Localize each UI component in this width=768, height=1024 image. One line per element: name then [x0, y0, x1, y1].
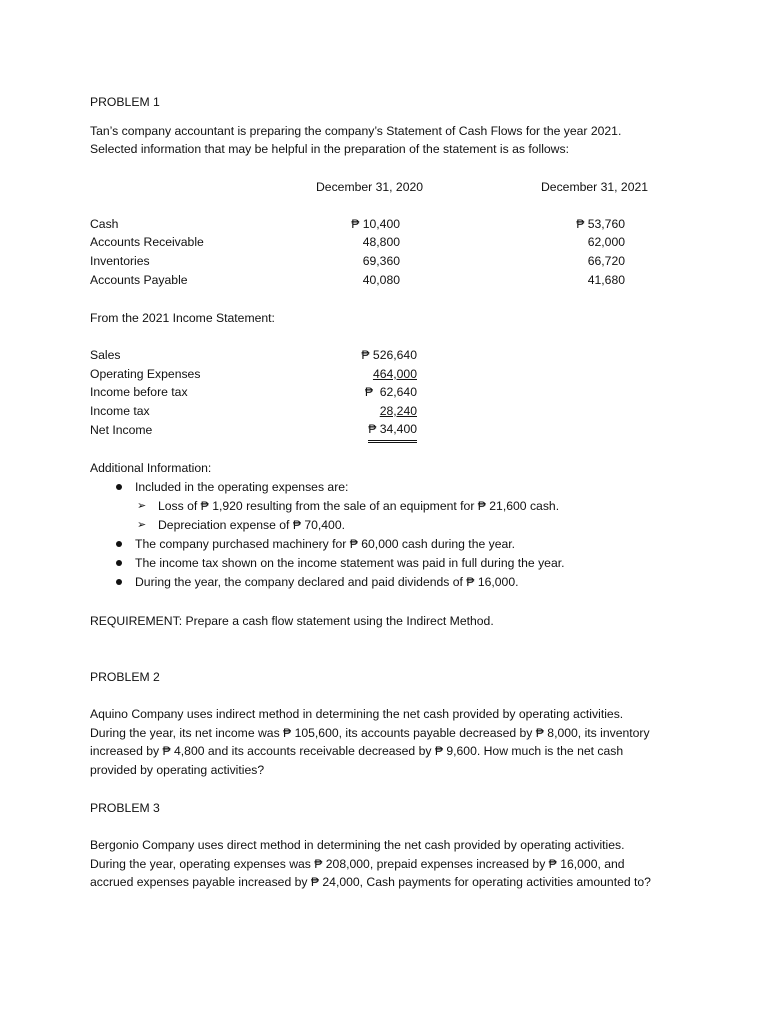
balance-label: Inventories	[90, 254, 150, 268]
problem1-intro-line: Tan’s company accountant is preparing the company’s Statement of Cash Flows for the year 2021.	[90, 124, 622, 138]
sub-bullet-text: Loss of ₱ 1,920 resulting from the sale of an equipment for ₱ 21,600 cash.	[158, 499, 560, 513]
arrow-bullet-icon: ➢	[137, 500, 147, 512]
balance-value-2021: 66,720	[587, 254, 625, 268]
balance-value-2020: ₱ 10,400	[351, 217, 400, 231]
bullet-icon	[116, 484, 122, 490]
problem1-heading: PROBLEM 1	[90, 95, 160, 109]
bullet-icon	[116, 560, 122, 566]
balance-label: Accounts Payable	[90, 273, 188, 287]
balance-value-2020: 40,080	[362, 273, 400, 287]
income-label: Operating Expenses	[90, 367, 201, 381]
bullet-text: During the year, the company declared and paid dividends of ₱ 16,000.	[135, 575, 519, 589]
balance-label: Accounts Receivable	[90, 235, 204, 249]
problem3-line: accrued expenses payable increased by ₱ 24,000, Cash payments for operating activities amounted to?	[90, 875, 651, 889]
income-value: 464,000	[372, 367, 417, 381]
income-label: Income tax	[90, 404, 150, 418]
bullet-text: Included in the operating expenses are:	[135, 480, 349, 494]
balance-value-2020: 48,800	[362, 235, 400, 249]
arrow-bullet-icon: ➢	[137, 519, 147, 531]
income-label: Sales	[90, 348, 121, 362]
balance-label: Cash	[90, 217, 119, 231]
bullet-text: The income tax shown on the income statement was paid in full during the year.	[135, 556, 565, 570]
problem2-heading: PROBLEM 2	[90, 670, 160, 684]
sub-bullet-text: Depreciation expense of ₱ 70,400.	[158, 518, 346, 532]
income-statement-heading: From the 2021 Income Statement:	[90, 311, 275, 325]
balance-value-2021: 62,000	[587, 235, 625, 249]
bullet-icon	[116, 541, 122, 547]
income-label: Income before tax	[90, 385, 188, 399]
problem3-line: Bergonio Company uses direct method in determining the net cash provided by operating activities.	[90, 838, 625, 852]
income-value: ₱ 526,640	[361, 348, 417, 362]
bullet-text: The company purchased machinery for ₱ 60,000 cash during the year.	[135, 537, 516, 551]
net-income-value: ₱ 34,400	[368, 422, 417, 443]
column-header-2020: December 31, 2020	[316, 180, 424, 194]
problem3-heading: PROBLEM 3	[90, 801, 160, 815]
income-value: 28,240	[379, 404, 417, 418]
bullet-icon	[116, 579, 122, 585]
income-value: ₱ 62,640	[364, 385, 417, 399]
problem2-line: Aquino Company uses indirect method in determining the net cash provided by operating activities.	[90, 707, 624, 721]
problem1-intro-line: Selected information that may be helpful in the preparation of the statement is as follows:	[90, 142, 569, 156]
problem2-line: During the year, its net income was ₱ 105,600, its accounts payable decreased by ₱ 8,000, its inventory	[90, 726, 650, 740]
problem2-line: increased by ₱ 4,800 and its accounts receivable decreased by ₱ 9,600. How much is the net cash	[90, 744, 624, 758]
requirement-text: REQUIREMENT: Prepare a cash flow statement using the Indirect Method.	[90, 614, 494, 628]
balance-value-2020: 69,360	[362, 254, 400, 268]
additional-info-heading: Additional Information:	[90, 461, 212, 475]
problem2-line: provided by operating activities?	[90, 763, 265, 777]
balance-value-2021: ₱ 53,760	[576, 217, 625, 231]
balance-value-2021: 41,680	[587, 273, 625, 287]
column-header-2021: December 31, 2021	[541, 180, 649, 194]
problem3-line: During the year, operating expenses was ₱ 208,000, prepaid expenses increased by ₱ 16,000, and	[90, 857, 625, 871]
income-label: Net Income	[90, 423, 153, 437]
